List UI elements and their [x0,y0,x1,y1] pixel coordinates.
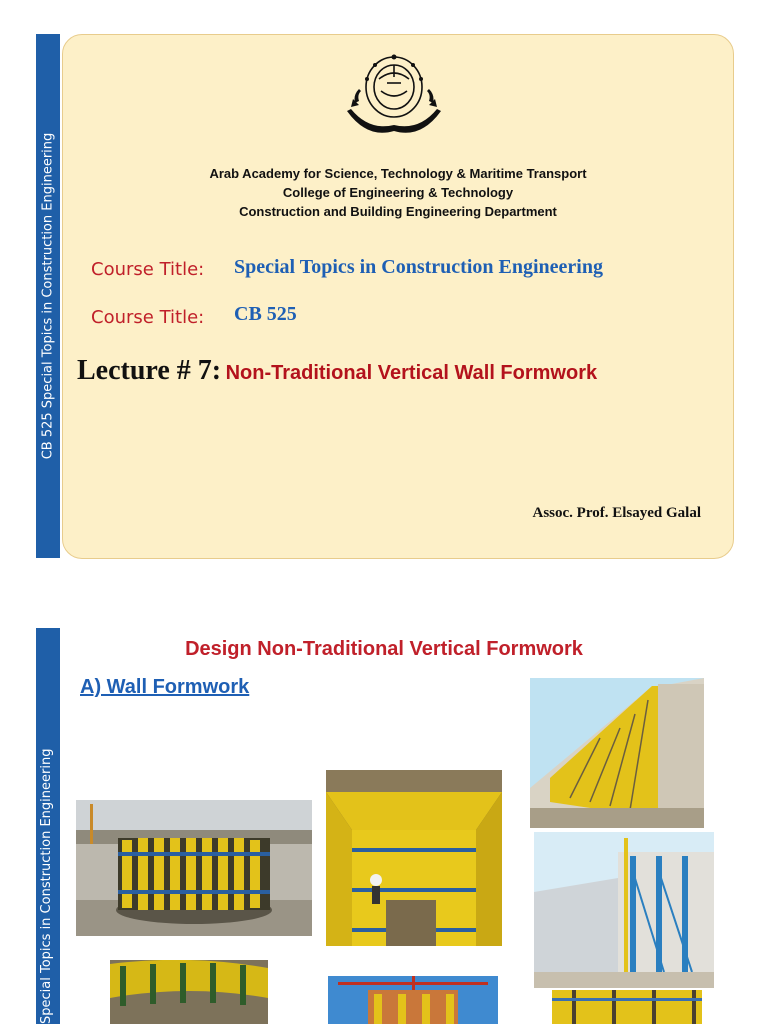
department-name: Construction and Building Engineering Department [239,204,557,219]
curved-formwork-photo [110,960,268,1024]
long-wall-braced-formwork-photo [530,678,704,828]
yellow-panel-formwork-photo [552,990,702,1024]
circular-wall-formwork-photo [76,800,312,936]
college-name: College of Engineering & Technology [282,185,514,200]
slide-subtitle-link[interactable]: A) Wall Formwork [80,676,250,698]
academy-logo [339,49,449,139]
title-card [62,34,734,559]
lecture-heading [77,355,597,387]
slide-sidebar-2 [36,628,60,1024]
slide-sidebar [36,34,60,558]
climbing-formwork-crane-photo [328,976,498,1024]
lecture-number: Lecture # 7: [77,355,222,386]
institution-name: Arab Academy for Science, Technology & Maritime Transport [209,166,587,181]
course-title-label: Course Title: [91,259,205,280]
sidebar-course-text-2: Special Topics in Construction Engineering [39,748,54,1024]
lecture-topic: Non-Traditional Vertical Wall Formwork [225,362,598,384]
single-sided-wall-formwork-photo [534,832,714,988]
course-code-value: CB 525 [234,303,297,325]
sidebar-course-text: CB 525 Special Topics in Construction Engineering [40,132,56,460]
course-code-label: Course Title: [91,307,205,328]
slide-title: Design Non-Traditional Vertical Formwork [185,638,583,660]
author-name: Assoc. Prof. Elsayed Galal [532,505,701,521]
course-title-value: Special Topics in Construction Engineering [234,256,603,278]
shaft-formwork-photo [326,770,502,946]
